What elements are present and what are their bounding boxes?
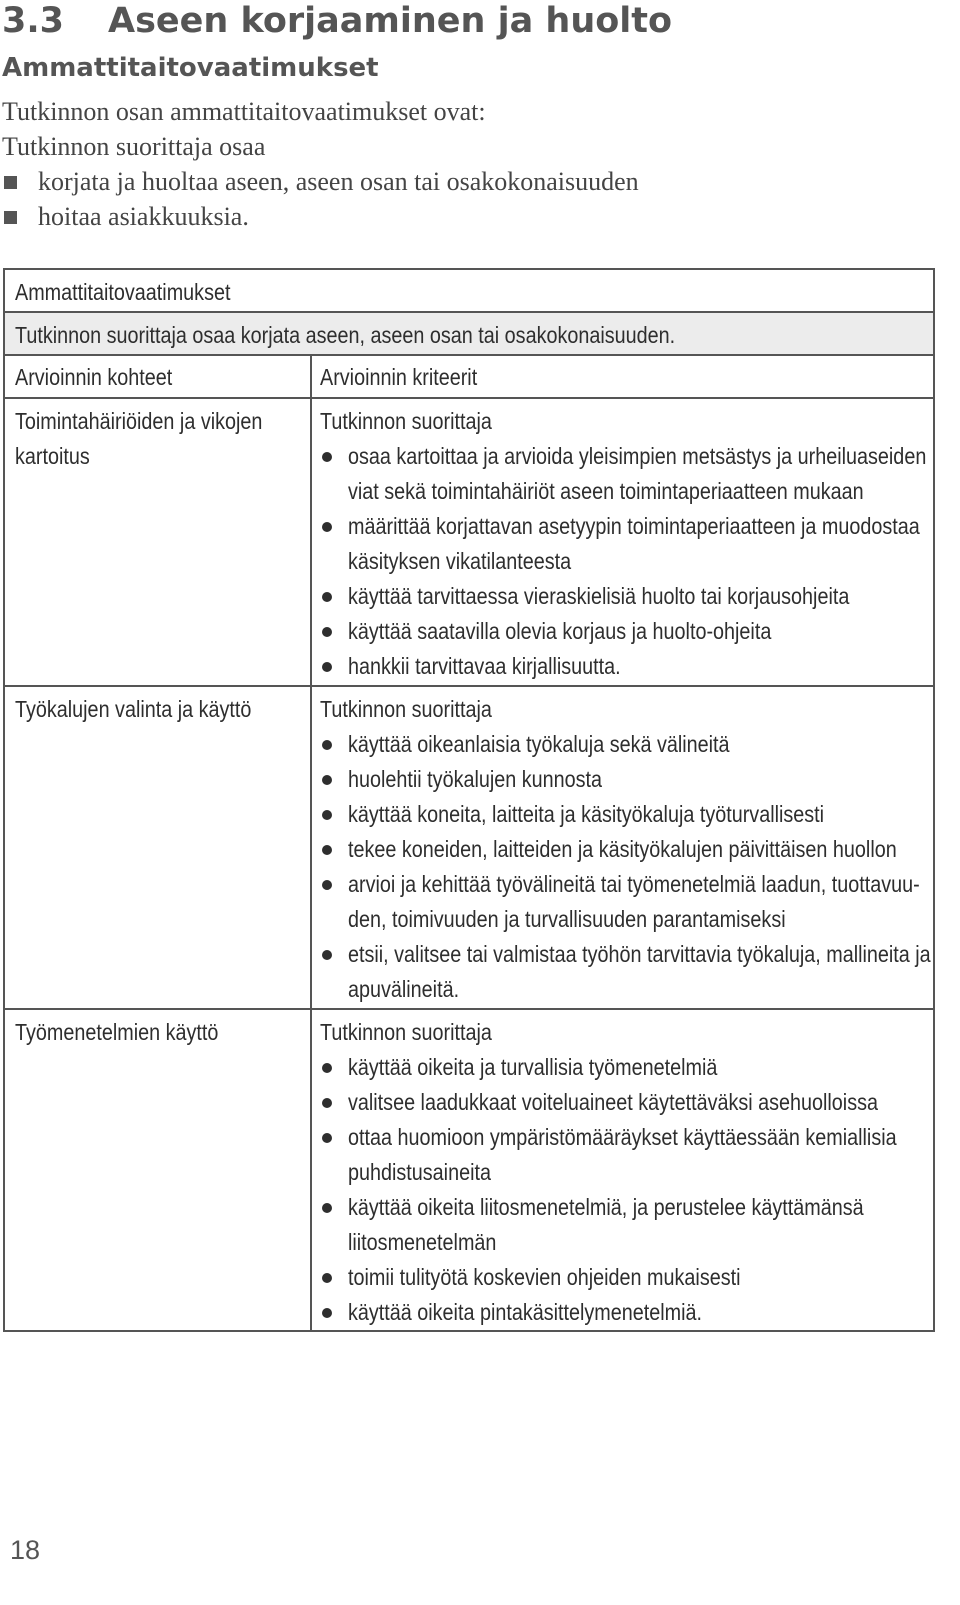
bullet-dot-icon bbox=[322, 950, 332, 960]
row-2-criteria bbox=[320, 692, 930, 1007]
list-item: käyttää koneita, laitteita ja käsityökaluja työturvallisesti bbox=[320, 797, 930, 832]
intro-block bbox=[2, 94, 902, 234]
subheading: Ammattitaitovaatimukset bbox=[2, 53, 379, 83]
page-number: 18 bbox=[10, 1535, 41, 1565]
section-title bbox=[2, 0, 672, 42]
row-1-target: Toimintahäiriöiden ja vikojen kartoitus bbox=[15, 408, 263, 469]
column-header-targets: Arvioinnin kohteet bbox=[15, 364, 173, 390]
list-item: määrittää korjattavan asetyypin toimintaperiaatteen ja muodostaa käsityksen vikatilanteesta bbox=[320, 509, 930, 579]
bullet-dot-icon bbox=[322, 845, 332, 855]
list-item: osaa kartoittaa ja arvioida yleisimpien metsästys ja urheiluaseiden viat sekä toimintahäiriöt aseen toimintaperiaatteen mukaan bbox=[320, 439, 930, 509]
section-number: 3.3 bbox=[2, 1, 65, 41]
list-item: käyttää oikeita liitosmenetelmiä, ja perustelee käyttämänsä liitosmenetelmän bbox=[320, 1190, 930, 1260]
list-item: käyttää tarvittaessa vieraskielisiä huolto tai korjausohjeita bbox=[320, 579, 930, 614]
bullet-dot-icon bbox=[322, 810, 332, 820]
bullet-dot-icon bbox=[322, 1203, 332, 1213]
list-item: toimii tulityötä koskevien ohjeiden mukaisesti bbox=[320, 1260, 930, 1295]
list-item: ottaa huomioon ympäristömääräykset käyttäessään kemiallisia puhdistusaineita bbox=[320, 1120, 930, 1190]
criteria-list bbox=[320, 439, 930, 684]
bullet-dot-icon bbox=[322, 452, 332, 462]
intro-line-1: Tutkinnon osan ammattitaitovaatimukset ovat: bbox=[2, 97, 486, 126]
section-title-text: Aseen korjaaminen ja huolto bbox=[108, 1, 673, 41]
list-item: tekee koneiden, laitteiden ja käsityökalujen päivittäisen huollon bbox=[320, 832, 930, 867]
bullet-dot-icon bbox=[322, 627, 332, 637]
column-divider bbox=[310, 356, 312, 1330]
table-header-summary: Tutkinnon suorittaja osaa korjata aseen, aseen osan tai osakokonaisuuden. bbox=[5, 313, 933, 356]
row-3-target: Työmenetelmien käyttö bbox=[15, 1019, 219, 1045]
intro-bullet: hoitaa asiakkuuksia. bbox=[2, 199, 902, 234]
requirements-table bbox=[3, 268, 935, 1332]
list-item: etsii, valitsee tai valmistaa työhön tarvittavia työkaluja, mallineita ja apuvälineitä. bbox=[320, 937, 930, 1007]
bullet-dot-icon bbox=[322, 1133, 332, 1143]
bullet-dot-icon bbox=[322, 522, 332, 532]
list-item: hankkii tarvittavaa kirjallisuutta. bbox=[320, 649, 930, 684]
list-item: käyttää saatavilla olevia korjaus ja huolto-ohjeita bbox=[320, 614, 930, 649]
intro-bullet: korjata ja huoltaa aseen, aseen osan tai osakokonaisuuden bbox=[2, 164, 902, 199]
criteria-lead: Tutkinnon suorittaja bbox=[320, 1019, 492, 1045]
list-item: arvioi ja kehittää työvälineitä tai työmenetelmiä laadun, tuottavuu- den, toimivuuden ja turvallisuuden parantamiseksi bbox=[320, 867, 930, 937]
bullet-dot-icon bbox=[322, 880, 332, 890]
intro-line-2: Tutkinnon suorittaja osaa bbox=[2, 132, 266, 161]
bullet-dot-icon bbox=[322, 1063, 332, 1073]
criteria-list bbox=[320, 727, 930, 1007]
bullet-dot-icon bbox=[322, 740, 332, 750]
intro-bullet-list bbox=[2, 164, 902, 234]
bullet-dot-icon bbox=[322, 775, 332, 785]
criteria-list bbox=[320, 1050, 930, 1330]
list-item: käyttää oikeita ja turvallisia työmenetelmiä bbox=[320, 1050, 930, 1085]
list-item: käyttää oikeita pintakäsittelymenetelmiä. bbox=[320, 1295, 930, 1330]
table-header-title: Ammattitaitovaatimukset bbox=[5, 270, 933, 313]
criteria-lead: Tutkinnon suorittaja bbox=[320, 408, 492, 434]
row-divider bbox=[5, 685, 933, 687]
row-1-criteria bbox=[320, 404, 930, 684]
criteria-lead: Tutkinnon suorittaja bbox=[320, 696, 492, 722]
list-item: käyttää oikeanlaisia työkaluja sekä välineitä bbox=[320, 727, 930, 762]
square-bullet-icon bbox=[4, 211, 17, 224]
list-item: valitsee laadukkaat voiteluaineet käytettäväksi asehuolloissa bbox=[320, 1085, 930, 1120]
square-bullet-icon bbox=[4, 176, 17, 189]
row-2-target: Työkalujen valinta ja käyttö bbox=[15, 696, 252, 722]
column-header-criteria: Arvioinnin kriteerit bbox=[320, 364, 478, 390]
row-3-criteria bbox=[320, 1015, 930, 1330]
bullet-dot-icon bbox=[322, 1308, 332, 1318]
bullet-dot-icon bbox=[322, 592, 332, 602]
bullet-dot-icon bbox=[322, 662, 332, 672]
list-item: huolehtii työkalujen kunnosta bbox=[320, 762, 930, 797]
row-divider bbox=[5, 397, 933, 399]
bullet-dot-icon bbox=[322, 1098, 332, 1108]
row-divider bbox=[5, 1008, 933, 1010]
bullet-dot-icon bbox=[322, 1273, 332, 1283]
